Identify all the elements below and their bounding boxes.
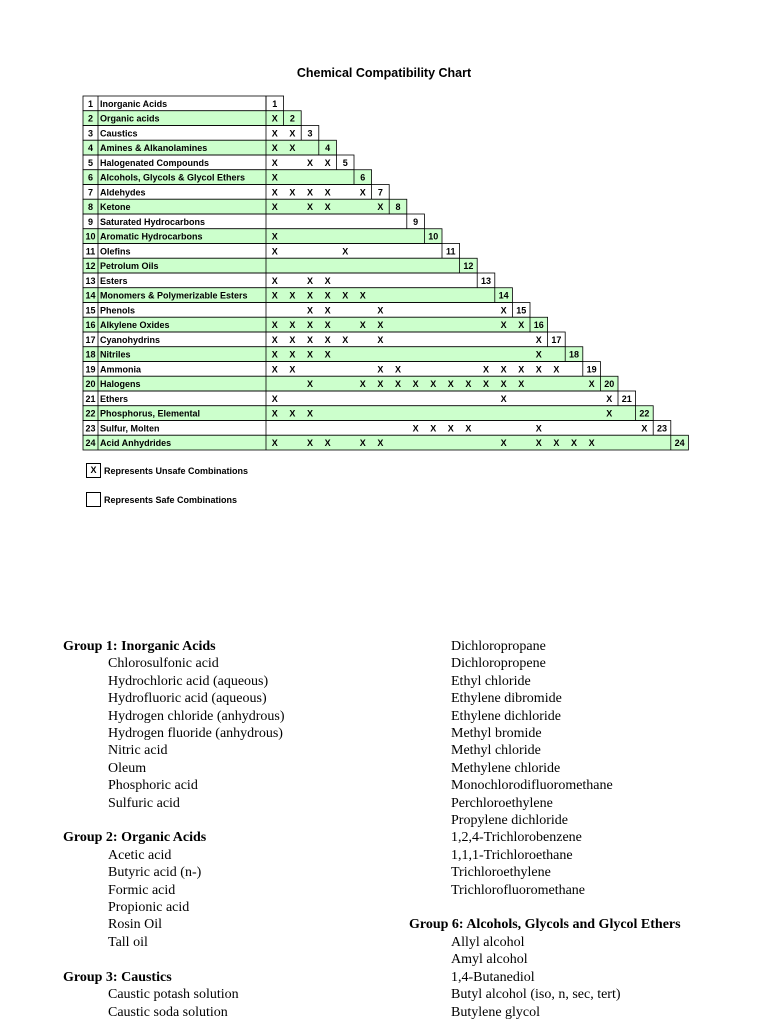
chemical-item: Hydrogen chloride (anhydrous) [108, 708, 285, 724]
group-heading: Group 6: Alcohols, Glycols and Glycol Ethers [409, 917, 681, 933]
unsafe-mark: X [535, 438, 542, 449]
compatibility-matrix [0, 0, 768, 470]
chemical-item: Tall oil [108, 934, 148, 950]
row-label: Olefins [100, 246, 131, 257]
unsafe-mark: X [430, 379, 437, 390]
chemical-item: Butyric acid (n-) [108, 865, 202, 881]
column-number: 17 [551, 334, 562, 345]
unsafe-mark: X [271, 320, 278, 331]
column-number: 23 [656, 423, 668, 434]
chemical-item: Allyl alcohol [451, 934, 525, 950]
chemical-item: Methyl chloride [451, 743, 541, 759]
unsafe-mark: X [359, 438, 366, 449]
chemical-item: Butylene glycol [451, 1004, 541, 1020]
unsafe-mark: X [324, 438, 331, 449]
unsafe-mark: X [500, 305, 507, 316]
unsafe-mark: X [342, 246, 349, 257]
unsafe-mark: X [394, 364, 402, 375]
chemical-item: Acetic acid [108, 847, 172, 863]
unsafe-mark: X [306, 349, 314, 360]
row-number: 18 [85, 349, 96, 360]
legend-safe [86, 492, 237, 507]
column-number: 4 [325, 143, 331, 154]
unsafe-mark: X [271, 393, 278, 404]
column-number: 12 [463, 261, 474, 272]
chemical-item: Amyl alcohol [451, 952, 528, 968]
row-label: Ammonia [100, 364, 142, 375]
unsafe-mark: X [271, 187, 278, 198]
chemical-item: Hydrofluoric acid (aqueous) [108, 691, 267, 707]
legend-safe-label: Represents Safe Combinations [104, 494, 238, 505]
column-number: 14 [498, 290, 509, 301]
column-number: 13 [480, 275, 492, 286]
chemical-item: 1,1,1-Trichloroethane [451, 847, 573, 863]
row-label: Acid Anhydrides [100, 438, 172, 449]
row-number: 15 [85, 305, 96, 316]
row-number: 5 [87, 157, 94, 168]
legend-safe-box [86, 492, 101, 507]
row-number: 10 [85, 231, 96, 242]
unsafe-mark: X [289, 408, 296, 419]
chemical-item: Caustic potash solution [108, 987, 239, 1003]
row-shade [83, 347, 583, 362]
chemical-item: Hydrogen fluoride (anhydrous) [108, 726, 283, 742]
row-label: Phosphorus, Elemental [100, 408, 201, 419]
unsafe-mark: X [465, 379, 472, 390]
chemical-item: 1,4-Butanediol [451, 969, 535, 985]
unsafe-mark: X [535, 364, 542, 375]
unsafe-mark: X [306, 408, 314, 419]
column-number: 16 [533, 320, 544, 331]
chemical-item: Rosin Oil [108, 917, 163, 933]
row-number: 11 [85, 246, 96, 257]
unsafe-mark: X [342, 290, 349, 301]
chemical-item: 1,2,4-Trichlorobenzene [451, 830, 582, 846]
unsafe-mark: X [271, 157, 278, 168]
unsafe-mark: X [535, 423, 542, 434]
chart-title: Chemical Compatibility Chart [296, 66, 472, 80]
unsafe-mark: X [271, 438, 278, 449]
row-label: Halogens [100, 379, 141, 390]
chemical-item: Sulfuric acid [108, 795, 180, 811]
unsafe-mark: X [412, 379, 419, 390]
unsafe-mark: X [377, 202, 384, 213]
row-label: Caustics [100, 128, 138, 139]
row-number: 13 [85, 275, 96, 286]
legend-unsafe-label: Represents Unsafe Combinations [104, 465, 249, 476]
column-number: 24 [674, 438, 685, 449]
unsafe-mark: X [324, 187, 331, 198]
row-label: Alkylene Oxides [100, 320, 170, 331]
chemical-item: Trichlorofluoromethane [451, 882, 586, 898]
row-number: 21 [85, 393, 96, 404]
row-shade [83, 376, 618, 391]
unsafe-mark: X [518, 364, 525, 375]
row-number: 14 [85, 290, 96, 301]
column-number: 7 [377, 187, 383, 198]
unsafe-mark: X [342, 334, 349, 345]
unsafe-mark: X [324, 349, 331, 360]
unsafe-mark: X [570, 438, 578, 449]
unsafe-mark: X [271, 290, 278, 301]
unsafe-mark: X [500, 320, 507, 331]
row-number: 24 [85, 438, 96, 449]
unsafe-mark: X [518, 379, 525, 390]
unsafe-mark: X [289, 143, 296, 154]
unsafe-mark: X [500, 364, 507, 375]
unsafe-mark: X [447, 379, 454, 390]
chemical-item: Ethylene dibromide [451, 691, 562, 707]
column-number: 15 [516, 305, 527, 316]
unsafe-mark: X [535, 334, 542, 345]
unsafe-mark: X [306, 379, 314, 390]
row-label: Inorganic Acids [100, 98, 168, 109]
unsafe-mark: X [289, 364, 296, 375]
unsafe-mark: X [359, 187, 366, 198]
unsafe-mark: X [306, 305, 314, 316]
unsafe-mark: X [306, 202, 314, 213]
unsafe-mark: X [271, 275, 278, 286]
unsafe-mark: X [482, 379, 490, 390]
column-number: 1 [272, 98, 278, 109]
row-label: Alcohols, Glycols & Glycol Ethers [100, 172, 246, 183]
unsafe-mark: X [271, 143, 278, 154]
row-number: 20 [85, 379, 96, 390]
row-number: 4 [87, 143, 94, 154]
unsafe-mark: X [518, 320, 525, 331]
row-number: 19 [85, 364, 96, 375]
chemical-item: Chlorosulfonic acid [108, 656, 219, 672]
row-label: Esters [100, 275, 128, 286]
column-number: 8 [395, 202, 401, 213]
unsafe-mark: X [359, 290, 366, 301]
row-label: Ethers [100, 393, 129, 404]
unsafe-mark: X [377, 305, 384, 316]
unsafe-mark: X [606, 393, 613, 404]
unsafe-mark: X [289, 187, 296, 198]
column-number: 20 [604, 379, 615, 390]
unsafe-mark: X [377, 379, 384, 390]
unsafe-mark: X [412, 423, 419, 434]
row-number: 7 [87, 187, 94, 198]
unsafe-mark: X [306, 290, 314, 301]
chemical-item: Dichloropropane [451, 639, 546, 654]
row-shade [83, 199, 407, 214]
unsafe-mark: X [535, 349, 542, 360]
chemical-item: Methyl bromide [451, 726, 542, 742]
chemical-item: Perchloroethylene [451, 795, 553, 811]
unsafe-mark: X [289, 128, 296, 139]
column-number: 11 [446, 246, 456, 257]
unsafe-mark: X [324, 157, 331, 168]
unsafe-mark: X [553, 364, 560, 375]
unsafe-mark: X [289, 349, 296, 360]
chemical-item: Dichloropropene [451, 656, 546, 672]
row-number: 12 [85, 261, 96, 272]
spacer [63, 812, 285, 829]
unsafe-mark: X [289, 334, 296, 345]
row-label: Monomers & Polymerizable Esters [100, 290, 248, 301]
unsafe-mark: X [306, 320, 314, 331]
row-label: Halogenated Compounds [100, 157, 210, 168]
row-number: 22 [85, 408, 96, 419]
row-label: Petrolum Oils [100, 261, 159, 272]
row-number: 2 [87, 113, 94, 124]
unsafe-mark: X [324, 275, 331, 286]
unsafe-mark: X [306, 438, 314, 449]
column-number: 10 [428, 231, 439, 242]
row-label: Nitriles [100, 349, 131, 360]
chemical-item: Hydrochloric acid (aqueous) [108, 673, 269, 689]
unsafe-mark: X [324, 202, 331, 213]
spacer [409, 899, 681, 916]
unsafe-mark: X [500, 438, 507, 449]
row-number: 8 [87, 202, 94, 213]
unsafe-mark: X [306, 334, 314, 345]
unsafe-mark: X [606, 408, 613, 419]
unsafe-mark: X [289, 320, 296, 331]
chemical-item: Nitric acid [108, 743, 168, 759]
chemical-item: Caustic soda solution [108, 1004, 228, 1020]
unsafe-mark: X [553, 438, 560, 449]
row-label: Saturated Hydrocarbons [100, 216, 206, 227]
row-number: 17 [85, 334, 96, 345]
unsafe-mark: X [271, 128, 278, 139]
unsafe-mark: X [588, 438, 595, 449]
column-number: 6 [360, 172, 366, 183]
chemical-item: Trichloroethylene [451, 865, 551, 881]
chemical-item: Oleum [108, 760, 147, 776]
row-number: 16 [85, 320, 96, 331]
unsafe-mark: X [430, 423, 437, 434]
group-heading: Group 1: Inorganic Acids [63, 639, 216, 654]
unsafe-mark: X [500, 379, 507, 390]
row-label: Aldehydes [100, 187, 146, 198]
column-number: 18 [568, 349, 580, 360]
chemical-item: Propylene dichloride [451, 813, 569, 829]
unsafe-mark: X [271, 202, 278, 213]
chemical-item: Monochlorodifluoromethane [451, 778, 613, 794]
row-label: Amines & Alkanolamines [100, 143, 208, 154]
unsafe-mark: X [324, 290, 331, 301]
chemical-item: Methylene chloride [451, 760, 561, 776]
row-label: Organic acids [100, 113, 160, 124]
column-number: 5 [342, 157, 348, 168]
chemical-item: Propionic acid [108, 900, 190, 916]
column-number: 21 [621, 393, 632, 404]
unsafe-mark: X [465, 423, 472, 434]
unsafe-mark: X [324, 320, 331, 331]
row-border [83, 421, 671, 436]
row-label: Aromatic Hydrocarbons [100, 231, 203, 242]
chemical-item: Butyl alcohol (iso, n, sec, tert) [451, 987, 621, 1003]
unsafe-mark: X [394, 379, 402, 390]
unsafe-mark: X [377, 320, 384, 331]
unsafe-mark: X [271, 113, 278, 124]
unsafe-mark: X [271, 172, 278, 183]
chemical-item: Formic acid [108, 882, 176, 898]
row-label: Sulfur, Molten [100, 423, 160, 434]
unsafe-mark: X [271, 408, 278, 419]
unsafe-mark: X [324, 334, 331, 345]
unsafe-mark: X [447, 423, 454, 434]
unsafe-mark: X [377, 438, 384, 449]
legend-unsafe [86, 463, 248, 478]
column-number: 22 [639, 408, 650, 419]
unsafe-mark: X [359, 379, 366, 390]
column-number: 2 [289, 113, 295, 124]
chemical-item: Ethyl chloride [451, 673, 531, 689]
unsafe-mark: X [271, 334, 278, 345]
unsafe-mark: X [289, 290, 296, 301]
row-label: Phenols [100, 305, 136, 316]
row-label: Ketone [100, 202, 131, 213]
unsafe-mark: X [359, 320, 366, 331]
unsafe-mark: X [271, 231, 278, 242]
unsafe-mark: X [271, 364, 278, 375]
row-border [83, 273, 495, 288]
column-number: 9 [413, 216, 419, 227]
row-shade [83, 435, 688, 450]
column-number: 19 [586, 364, 597, 375]
row-number: 23 [85, 423, 96, 434]
unsafe-mark: X [324, 305, 331, 316]
row-number: 6 [87, 172, 94, 183]
unsafe-mark: X [641, 423, 648, 434]
unsafe-mark: X [306, 187, 314, 198]
chemical-item: Phosphoric acid [108, 778, 198, 794]
group-heading: Group 3: Caustics [63, 969, 172, 985]
unsafe-mark: X [500, 393, 507, 404]
unsafe-mark: X [588, 379, 595, 390]
chemical-item: Ethylene dichloride [451, 708, 562, 724]
unsafe-mark: X [271, 246, 278, 257]
column-number: 3 [307, 128, 313, 139]
unsafe-mark: X [377, 364, 384, 375]
unsafe-mark: X [377, 334, 384, 345]
spacer [63, 951, 285, 968]
unsafe-mark: X [482, 364, 490, 375]
row-number: 1 [87, 98, 94, 109]
row-label: Cyanohydrins [100, 334, 161, 345]
legend-unsafe-box: X [86, 463, 101, 478]
unsafe-mark: X [271, 349, 278, 360]
unsafe-mark: X [306, 275, 314, 286]
group-list-left [63, 638, 285, 1021]
row-number: 3 [87, 128, 94, 139]
group-heading: Group 2: Organic Acids [63, 830, 207, 846]
unsafe-mark: X [306, 157, 314, 168]
row-border [83, 391, 636, 406]
row-number: 9 [87, 216, 94, 227]
group-list-right [409, 638, 681, 1021]
